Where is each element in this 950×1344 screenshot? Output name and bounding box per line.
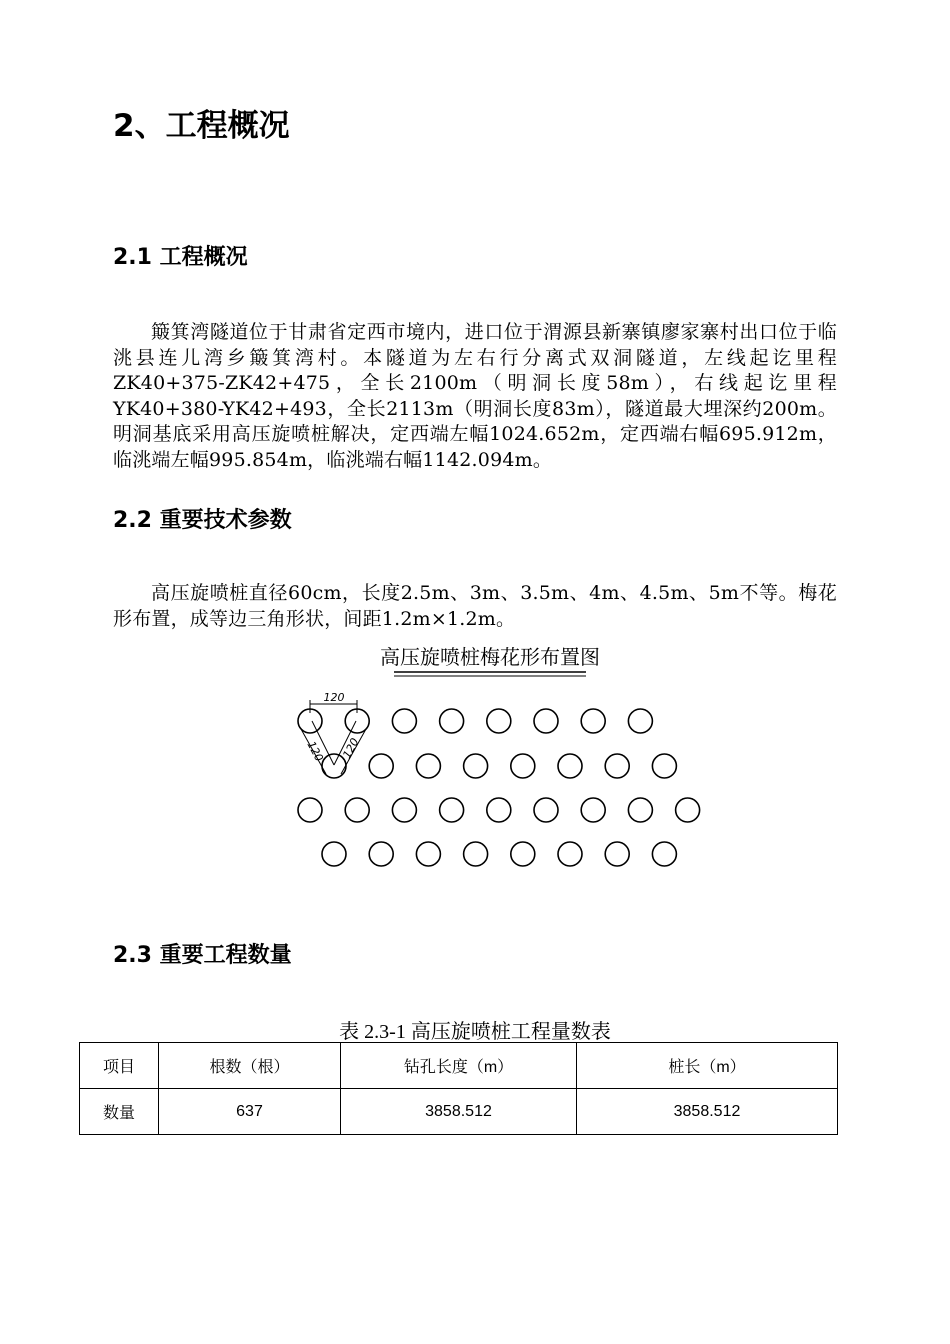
pile-circle: [440, 709, 464, 733]
dim-label-top: 120: [323, 691, 345, 704]
table-header-row: [80, 1043, 838, 1089]
section-title: 2、工程概况: [113, 108, 290, 144]
header-cell: 项目: [80, 1043, 159, 1089]
overview-paragraph: 簸箕湾隧道位于甘肃省定西市境内，进口位于渭源县新寨镇廖家寨村出口位于临洮县连儿湾乡簸箕湾村。本隧道为左右行分离式双洞隧道，左线起讫里程ZK40+375-ZK42+475，全长2100m（明洞长度58m），右线起讫里程YK40+380-YK42+493，全长2113m（明洞长度83m），隧道最大埋深约200m。明洞基底采用高压旋喷桩解决，定西端左幅1024.652m，定西端右幅695.912m，临洮端左幅995.854m，临洮端右幅1142.094m。: [113, 321, 837, 471]
pile-circle: [605, 754, 629, 778]
pile-circle: [416, 842, 440, 866]
pile-circle: [534, 798, 558, 822]
heading-2-2: 2.2 重要技术参数: [113, 508, 292, 533]
pile-circle: [416, 754, 440, 778]
pile-circle: [511, 842, 535, 866]
header-cell: 钻孔长度（m）: [341, 1043, 577, 1089]
pile-circle: [298, 798, 322, 822]
pile-circle: [652, 754, 676, 778]
pile-circle: [676, 798, 700, 822]
pile-layout-figure: [290, 640, 720, 884]
figure-title: 高压旋喷桩梅花形布置图: [380, 645, 600, 669]
table-cell: 3858.512: [341, 1089, 577, 1135]
dim-label-right: 120: [340, 736, 362, 761]
header-cell: 桩长（m）: [577, 1043, 838, 1089]
pile-circle: [558, 842, 582, 866]
header-cell: 根数（根）: [159, 1043, 341, 1089]
pile-circle: [628, 798, 652, 822]
dim-label-left: 120: [304, 739, 326, 764]
pile-circle: [487, 709, 511, 733]
pile-circle: [369, 842, 393, 866]
dimension-lines: [301, 700, 366, 774]
heading-2-1: 2.1 工程概况: [113, 245, 248, 270]
pile-circles: [298, 709, 700, 866]
pile-circle: [322, 754, 346, 778]
pile-circle: [440, 798, 464, 822]
pile-layout-diagram: [290, 640, 720, 880]
table-caption: 表 2.3-1 高压旋喷桩工程量数表: [339, 1021, 611, 1043]
pile-circle: [487, 798, 511, 822]
pile-circle: [464, 754, 488, 778]
pile-circle: [322, 842, 346, 866]
pile-circle: [581, 798, 605, 822]
pile-circle: [511, 754, 535, 778]
pile-circle: [558, 754, 582, 778]
pile-circle: [605, 842, 629, 866]
table-cell: 数量: [80, 1089, 159, 1135]
quantity-table: [79, 1042, 838, 1135]
pile-circle: [345, 798, 369, 822]
table-cell: 637: [159, 1089, 341, 1135]
pile-circle: [581, 709, 605, 733]
pile-circle: [628, 709, 652, 733]
pile-circle: [652, 842, 676, 866]
pile-circle: [392, 798, 416, 822]
pile-circle: [464, 842, 488, 866]
table-cell: 3858.512: [577, 1089, 838, 1135]
pile-circle: [392, 709, 416, 733]
heading-2-3: 2.3 重要工程数量: [113, 943, 292, 968]
table-row: [80, 1089, 838, 1135]
parameters-paragraph: 高压旋喷桩直径60cm，长度2.5m、3m、3.5m、4m、4.5m、5m不等。梅花形布置，成等边三角形状，间距1.2m×1.2m。: [113, 582, 837, 630]
pile-circle: [534, 709, 558, 733]
pile-circle: [369, 754, 393, 778]
